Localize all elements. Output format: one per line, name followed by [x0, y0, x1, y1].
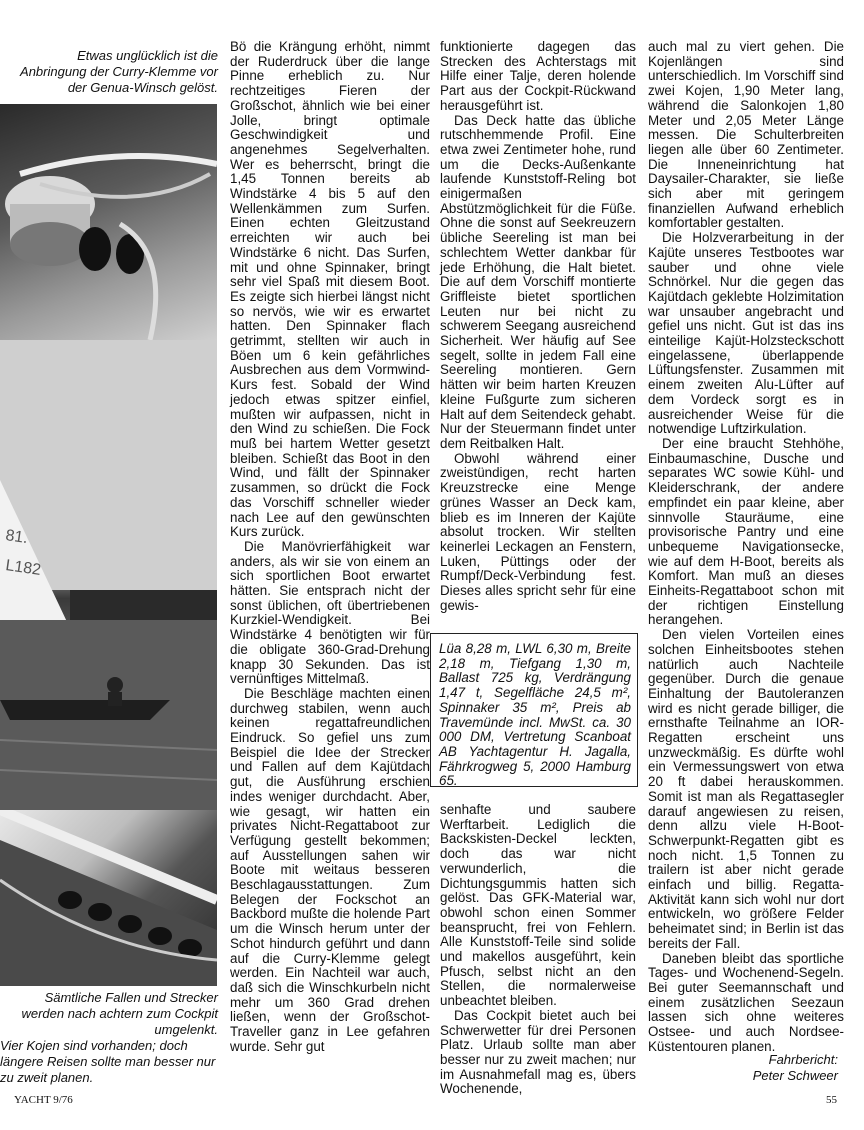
paragraph: Den vielen Vorteilen eines solchen Einheitsbootes stehen natürlich auch Nachteile gegenüber. Durch die genaue Einhaltung der Bautoleranzen wird es nicht gerade billiger, die ernsthafte Teilnahme an IOR-Regatten erscheint uns unzweckmäßig. Es dürfte wohl ein Vermessungswert von etwa 20 ft dabei herauskommen. Somit ist man als Regattasegler darauf angewiesen zu reisen, denn allzu viele H-Boot-Schwerpunkt-Regatten gibt es noch nicht. 1,5 Tonnen zu trailern ist aber nicht gerade einfach und billig. Regatta-Aktivität kann sich wohl nur dort entwickeln, wo größere Felder beheimatet sind; in Berlin ist das bereits der Fall.: [648, 627, 844, 951]
paragraph: senhafte und saubere Werftarbeit. Lediglich die Backskisten-Deckel leckten, doch das war nicht verwunderlich, die Dichtungsgummis hatten sich gelöst. Das GFK-Material war, obwohl schon einen Sommer beansprucht, frei von Fehlern. Alle Kunststoff-Teile sind solide und makellos ausgeführt, kein Pfusch, selbst nicht an den Stellen, die normalerweise unbeachtet bleiben.: [440, 802, 636, 1009]
svg-text:L182: L182: [4, 557, 43, 579]
byline-label: Fahrbericht:: [768, 1052, 838, 1067]
deck-photo: [0, 810, 217, 986]
text-column-2: [440, 40, 636, 613]
photo-caption-bottom-1: Sämtliche Fallen und Strecker werden nach achtern zum Cockpit umgelenkt.: [21, 990, 218, 1037]
paragraph: funktionierte dagegen das Strecken des Achterstags mit Hilfe einer Talje, deren holende Part aus der Cockpit-Rückwand herausgeführt ist.: [440, 39, 636, 113]
paragraph: Das Deck hatte das übliche rutschhemmende Profil. Eine etwa zwei Zentimeter hohe, rund um die Decks-Außenkante laufende Kunststoff-Reling bot einigermaßen Abstützmöglichkeit für die Füße. Ohne die sonst auf Seekreuzern übliche Seereling ist man bei schlechtem Wetter dankbar für jede Erhöhung, die Halt bietet. Die auf dem Vorschiff montierte Griffleiste bietet sportlichen Leuten nur bei nicht zu schwerem Seegang ausreichend Sicherheit. Wer häufig auf See segelt, sollte in jedem Fall eine Seereling montieren. Gern hätten wir beim harten Kreuzen kleine Fußgurte zum sicheren Halt auf dem Seitendeck gehabt. Nur der Steuermann findet unter dem Reitbalken Halt.: [440, 112, 636, 451]
winch-photo-graphic: [0, 104, 217, 340]
text-column-1: [230, 40, 430, 1055]
byline-author: Peter Schweer: [752, 1068, 838, 1083]
paragraph: Das Cockpit bietet auch bei Schwerwetter für drei Personen Platz. Urlaub sollte man aber besser nur zu zweit machen; nur im Ausnahmefall mag es, übers Wochenende,: [440, 1007, 636, 1097]
winch-photo: [0, 104, 217, 340]
paragraph: Die Manövrierfähigkeit war anders, als wir sie von einem an sich sportlichen Boot erwartet hätten. Sie entsprach nicht der sonst üblichen, oft übertriebenen Kurzkiel-Wendigkeit. Bei Windstärke 4 benötigten wir für die obligate 360-Grad-Drehung knapp 30 Sekunden. Das ist vernünftiges Mittelmaß.: [230, 538, 430, 687]
text-column-2-continued: [440, 803, 636, 1097]
footer-issue: YACHT 9/76: [14, 1094, 73, 1106]
text-column-3: [648, 40, 844, 1055]
svg-text:81.: 81.: [4, 527, 29, 548]
paragraph: Die Holzverarbeitung in der Kajüte unseres Testbootes war sauber und ohne viele Schnörkel. Nur die gegen das Kajütdach geklebte Holzimitation war unsauber angebracht und gefiel uns nicht. Gut ist das ins einteilige Kajüt-Holzsteckschott eingelassene, überlappende Lüftungsfenster. Zusammen mit einem zweiten Alu-Lüfter auf dem Vordeck sorgt es in ausreichender Weise für die notwendige Luftzirkulation.: [648, 230, 844, 437]
photo-caption-top: Etwas unglücklich ist die Anbringung der Curry-Klemme vor der Genua-Winsch gelöst.: [20, 48, 218, 95]
paragraph: Bö die Krängung erhöht, nimmt der Ruderdruck über die lange Pinne erheblich zu. Nur rechtzeitiges Fieren der Großschot, ähnlich wie bei einer Jolle, bringt optimale Geschwindigkeit und angenehmes Segelverhalten. Wer es beherrscht, bringt die 1,45 Tonnen bereits ab Windstärke 4 bis 5 auf den Wellenkämmen zum Surfen. Einen echten Gleitzustand erreichten wir auch bei Windstärke 6 nicht. Das Surfen, mit und ohne Spinnaker, bringt sehr viel Spaß mit diesem Boot. Es zeigte sich hierbei längst nicht so nervös, wie wir es erwartet hatten. Den Spinnaker flach getrimmt, stellten wir auch in Böen um 6 kein gefährliches Ausbrechen aus dem Vormwind-Kurs fest. Sobald der Wind jedoch etwas spitzer einfiel, mußten wir aufpassen, nicht in den Wind zu schießen. Die Fock muß bei hartem Wetter gesetzt bleiben. Schießt das Boot in den Wind, und fällt der Spinnaker zusammen, so drückt die Fock das Vorschiff schneller wieder nach Lee auf den gewünschten Kurs zurück.: [230, 39, 430, 540]
paragraph: Die Beschläge machten einen durchweg stabilen, wenn auch keinen regattafreundlichen Eindruck. So gefiel uns zum Beispiel die Idee der Strecker und Fallen auf dem Kajütdach gut, die Ausführung erschien indes weniger durchdacht. Aber, wie gesagt, wir hatten ein privates Nicht-Regattaboot zur Verfügung gestellt bekommen; auf Ausstellungen sahen wir Boote mit weitaus besseren Beschlagausstattungen. Zum Belegen der Fockschot an Backbord mußte die holende Part um die Winsch herum unter der Schot hindurch geführt und dann auf die Curry-Klemme gelegt werden. Ein Nachteil war auch, daß sich die Winschkurbeln nicht mehr um 360 Grad drehen ließen, wenn der Großschot-Traveller ganz in Lee gefahren wurde. Sehr gut: [230, 685, 430, 1054]
deck-photo-graphic: [0, 810, 217, 986]
page-number: 55: [826, 1094, 837, 1106]
technical-data-box: Lüa 8,28 m, LWL 6,30 m, Breite 2,18 m, Tiefgang 1,30 m, Ballast 725 kg, Verdrängung 1,47 t, Segelfläche 24,5 m², Spinnaker 35 m², Preis ab Travemünde incl. MwSt. ca. 30 000 DM, Vertretung Scanboat AB Yachtagentur H. Jagalla, Fährkrogweg 5, 2000 Hamburg 65.: [430, 633, 638, 787]
paragraph: Obwohl während einer zweistündigen, recht harten Kreuzstrecke eine Menge grünes Wasser an Deck kam, blieb es im Inneren der Kajüte absolut trocken. Wir stellten keinerlei Leckagen an Fenstern, Luken, Püttings oder der Rumpf/Deck-Verbindung fest. Dieses alles spricht sehr für eine gewis-: [440, 450, 636, 613]
paragraph: Der eine braucht Stehhöhe, Einbaumaschine, Dusche und separates WC sowie Kühl- und Kleiderschrank, der andere empfindet ein paar kleine, aber sinnvolle Stauräume, eine provisorische Pantry und eine unbequeme Navigationsecke, wie auf dem H-Boot, bereits als Komfort. Man muß an dieses Einheits-Regattaboot schon mit der richtigen Einstellung herangehen.: [648, 435, 844, 628]
sailing-photo-graphic: [0, 340, 217, 810]
byline: [648, 1052, 838, 1084]
sailing-photo: [0, 340, 217, 810]
paragraph: Daneben bleibt das sportliche Tages- und Wochenend-Segeln. Bei guter Seemannschaft und einem zusätzlichen Seezaun lassen sich ohne weiteres Ostsee- und auch Nordsee-Küstentouren planen.: [648, 950, 844, 1054]
paragraph: auch mal zu viert gehen. Die Kojenlängen sind unterschiedlich. Im Vorschiff sind zwei Kojen, 1,90 Meter lang, während die Salonkojen 1,80 Meter und 2,05 Meter Länge messen. Die Schulterbreiten liegen alle über 60 Zentimeter. Die Inneneinrichtung hat Daysailer-Charakter, sie ließe sich aber mit geringem finanziellen Aufwand erheblich komfortabler gestalten.: [648, 39, 844, 231]
photo-caption-bottom-2: Vier Kojen sind vorhanden; doch längere Reisen sollte man besser nur zu zweit planen.: [0, 1038, 216, 1085]
